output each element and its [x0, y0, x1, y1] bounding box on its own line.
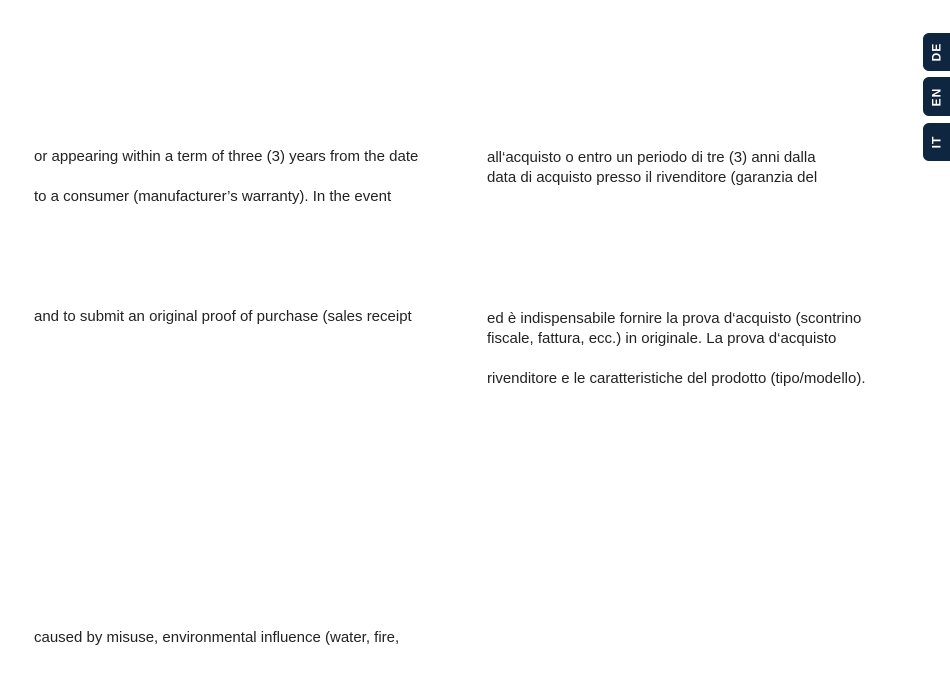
- tab-de[interactable]: [923, 33, 950, 71]
- tab-it[interactable]: [923, 123, 950, 161]
- tab-it-label: IT: [929, 135, 944, 149]
- english-text-line: or appearing within a term of three (3) years from the date: [34, 148, 419, 165]
- italian-text-line: ed è indispensabile fornire la prova d‘acquisto (scontrino: [487, 310, 862, 327]
- tab-en-label: EN: [929, 87, 944, 106]
- tab-en[interactable]: [923, 77, 950, 116]
- tab-de-label: DE: [929, 42, 944, 62]
- english-text-line: and to submit an original proof of purchase (sales receipt: [34, 308, 412, 325]
- english-text-line: caused by misuse, environmental influence (water, fire,: [34, 629, 400, 646]
- italian-text-line: rivenditore e le caratteristiche del prodotto (tipo/modello).: [487, 370, 866, 387]
- english-text-line: to a consumer (manufacturer’s warranty). In the event: [34, 188, 392, 205]
- italian-text-line: data di acquisto presso il rivenditore (garanzia del: [487, 169, 818, 186]
- italian-text-line: fiscale, fattura, ecc.) in originale. La prova d‘acquisto: [487, 330, 837, 347]
- italian-text-line: all‘acquisto o entro un periodo di tre (3) anni dalla: [487, 149, 816, 166]
